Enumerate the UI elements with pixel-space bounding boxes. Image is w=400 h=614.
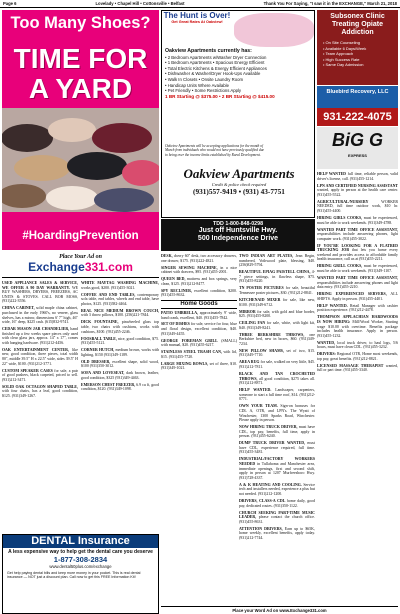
listing-caption: TN POSTER PICTURES: [239, 286, 284, 291]
classified-listing: [81, 281, 159, 290]
classified-listing: [317, 264, 398, 273]
listing-caption: BLACK AND TAN CROCHETED THROWS,: [239, 371, 315, 381]
classified-listing: [161, 322, 237, 336]
features-list: [165, 49, 313, 99]
classified-listing: [317, 244, 398, 262]
listing-text: with 3 throw pillows, $100. (256)221-7844.: [81, 313, 150, 318]
listing-caption: HELP WANTED.: [239, 388, 272, 393]
listing-text: home daily, good pay, dedicated routes. (931)350-1122.: [239, 498, 315, 508]
classified-listing: [2, 281, 78, 304]
page-number: Page 6: [3, 1, 17, 6]
listing-text: responsibilities include answering phones and light data entry. (931)455-2210.: [317, 280, 398, 290]
big-g-ad[interactable]: [317, 127, 398, 169]
classified-column-7: [317, 172, 398, 604]
classified-listing: [317, 341, 398, 350]
listing-caption: CHINA CABINET,: [2, 306, 35, 311]
oakview-logo: [165, 166, 313, 216]
listing-caption: NOW HIRING TRUCK DRIVER,: [239, 425, 298, 430]
listing-text: for sale, walked on very little, $45. (931)212-7811.: [239, 360, 315, 369]
listing-caption: EMERSON CHEST FREEZER,: [81, 382, 136, 387]
listing-text: ALL SHIFTS. Apply in person. (931)455-4401.: [317, 292, 398, 301]
classified-listing: [317, 184, 398, 198]
feature-item: • Handicap Units Where Available: [165, 82, 230, 88]
listing-caption: HELP WANTED: [317, 172, 346, 176]
classified-listing: [317, 352, 398, 361]
classified-listing: [81, 360, 159, 369]
shoe-pile-image: [2, 108, 159, 212]
listing-caption: DRIVERS:: [317, 352, 336, 357]
listing-text: pinwheeled glass top table, two chairs with cushions, works with cushions, $100. (931)455-2246.: [81, 320, 159, 334]
classified-listing: [81, 309, 159, 318]
listing-caption: DRIVERS, CLASS-A CDL: [239, 498, 286, 503]
listing-caption: CHURCH SEEKING PART-TIME MUSIC LEADER,: [239, 510, 315, 520]
edition-line: Thank You For Saying, "I saw it in the EXCHANGE," March 21, 2018: [263, 1, 397, 6]
listing-text: nice, good condition, $75. (931)455-5121.: [81, 336, 159, 346]
listing-caption: OLD DRESSER,: [81, 359, 111, 364]
classified-listing: [161, 289, 237, 298]
classified-listing: [161, 311, 237, 320]
classified-listing: [239, 310, 315, 319]
listing-text: that lets you home every weekend and provides access to affordable family health insurance, call us at (931)455-2211.: [317, 248, 398, 262]
listing-text: Retail Manager with cashier position experience. (931)212-4478.: [317, 303, 398, 313]
listing-text: all good condition, $275 takes all. (931)212-8871.: [239, 376, 315, 386]
listing-caption: HIRING EXPERIENCED SERVERS,: [317, 292, 387, 297]
oakview-name: Oakview Apartments: [183, 166, 295, 181]
listing-caption: TWO INDIAN ART PLATES,: [239, 254, 294, 258]
classified-listing: [239, 372, 315, 386]
hunt-title: The Hunt is Over!: [163, 11, 231, 20]
listing-text: Earn up to $65K, home weekly, excellent benefits, apply today. (931)212-7744.: [239, 526, 315, 540]
listing-text: (SMALL) with manual, $20. (931)455-6217.: [161, 338, 237, 348]
listing-caption: HELP WANTED.: [317, 303, 348, 308]
classified-listing: [81, 320, 159, 334]
oakview-phone[interactable]: (931)557-9419 • (931) 43-7751: [193, 187, 285, 196]
classified-listing: [81, 293, 159, 307]
address-line-1: Just off Huntsville Hwy.: [198, 227, 278, 234]
listing-caption: CUSTOM SPEAKER CASES: [2, 368, 53, 373]
tdd-number: TDD 1-800-848-0298: [212, 221, 264, 227]
listing-text: wanted, apply in person at the health care center. (931)455-5522.: [317, 188, 398, 197]
listing-text: for sale, like new, $100. (931)349-6712.: [239, 297, 315, 307]
listing-caption: GEORGE FOREMAN GRILL: [161, 338, 218, 343]
classified-listing: [317, 292, 398, 301]
subsonex-list: [317, 40, 398, 68]
listing-text: with four chairs, has a leaf, good condition, $125. (931)349-1267.: [2, 389, 78, 399]
oakview-address-bar: [161, 219, 315, 251]
listing-caption: WANTED,: [317, 340, 336, 345]
classified-listing: [239, 457, 315, 480]
ad-headline: Too Many Shoes?: [10, 14, 151, 32]
listing-text: in a nice cabinet with drawers, $95. (931)455-2001.: [161, 265, 237, 275]
listing-text: Mill/Wood Worker, Starting wage $10.00 with overtime. Benefits package includes health insurance. Apply in person. (931)455-1232.: [317, 319, 398, 338]
listing-caption: DESK,: [161, 254, 173, 258]
classified-listing: [2, 306, 78, 324]
feature-item: • Pet Friendly • Some Restrictions Apply: [165, 88, 242, 94]
subsonex-ad[interactable]: [317, 10, 398, 85]
hunt-banner: [162, 11, 232, 47]
listing-caption: FOOSBALL TABLE,: [81, 336, 117, 341]
listing-text: must be experienced, must be able to work weekends. (931)349-4788.: [317, 215, 398, 225]
listing-text: Regional OTR, Home most weekends, top pay, great benefits. (931)212-8821.: [317, 352, 398, 361]
yard-sale-ad[interactable]: [2, 10, 159, 250]
classified-listing: [161, 266, 237, 275]
listing-caption: REAL NICE MEDIUM BROWN COUCH,: [81, 308, 159, 313]
classified-listing: [239, 333, 315, 347]
listing-text: Jean Begin, numbered, Vothwood plate, blessing, $40. (256)829-5794.: [239, 254, 315, 268]
classified-listing: [81, 348, 159, 357]
classified-listing: [239, 441, 315, 455]
classified-listing: [317, 216, 398, 225]
rent-price: 1 BR Starting @ $375.00 • 2 BR Starting @ $415.00: [165, 93, 275, 99]
classified-listing: [81, 383, 159, 392]
listing-text: for sale, white, with light kit, $40. (931)349-8241.: [239, 321, 315, 330]
listing-text: contemporary sofa table, end tables, wheels and end table, have photos, $125. (931)582-4464.: [81, 292, 159, 306]
big-g-sub: EXPRESS: [348, 153, 367, 158]
place-ad-banner[interactable]: [2, 250, 159, 278]
listing-text: full time, reliable person, valid driver's license, call. (931)455-1214.: [317, 172, 398, 181]
listing-caption: ATTENTION DRIVERS,: [239, 526, 283, 531]
listing-caption: SOFA AND LOVESEAT,: [81, 371, 125, 376]
classified-listing: [239, 483, 315, 497]
listing-text: set of two, $15. (931)349-7710.: [239, 348, 315, 358]
feature-item: • 1 Bedroom Apartments • Spacious Energy Efficient: [165, 60, 265, 66]
listing-caption: INDUSTRIAL/FACTORY WORKERS NEEDED: [239, 457, 315, 467]
listing-text: WE BUY WASHERS, DRYERS, FREEZERS, AC UNITS & STOVES. CALL BOB MOSS, (931)222-3556.: [2, 285, 78, 304]
listing-caption: WANTED PART TIME OFFICE ASSISTANT,: [317, 276, 398, 281]
easter-egg-image: [234, 13, 314, 47]
listing-caption: WANTED PART TIME OFFICE ASSISTANT,: [317, 227, 398, 232]
classified-listing: [81, 371, 159, 380]
classified-listing: [317, 172, 398, 181]
classified-listing: [317, 200, 398, 214]
listing-text: must be experienced, must be able to work weekends. (931)349-1107.: [317, 264, 398, 274]
bluebird-provider: Bluebird Recovery, LLC: [317, 86, 398, 108]
dental-title: DENTAL Insurance: [3, 535, 158, 548]
listing-text: cherry 60" desk, two accessory drawers, one drawer, $175. (931)222-4821.: [161, 254, 237, 263]
section-heading: Home Goods: [161, 300, 237, 309]
listing-text: for sale, a pair of good pushers, black carpeted, priced to sell. (931)212-3471.: [2, 368, 78, 382]
listing-caption: KITCHENAID MIXER: [239, 297, 281, 302]
listing-text: set of three, $10. (931)349-1021.: [161, 361, 237, 371]
classified-listing: [317, 276, 398, 290]
listing-text: Service tech and installers needed, experience a plus but not needed. (931)212-1200.: [239, 482, 315, 496]
classified-listing: [239, 321, 315, 330]
listing-text: WORKER NEEDED, full time outdoor work, $10 hr. (931)455-4400.: [317, 199, 398, 213]
subsonex-item: • Team Approach: [323, 51, 354, 56]
listing-caption: AGRICULTURAL/NURSERY: [317, 199, 369, 204]
classified-listing: [239, 388, 315, 402]
listing-text: must have CDL, top pay, benefits, full time, apply in person. (931)455-6240.: [239, 425, 315, 439]
page-footer[interactable]: Place your Word Ad on www.Exchange331.com: [161, 606, 398, 614]
listing-caption: DUMP TRUCK DRIVER WANTED,: [239, 441, 305, 446]
listing-caption: STAINLESS STEEL TRASH CAN,: [161, 350, 222, 355]
hunt-subtitle: Get Great Rates At Oakview!: [171, 20, 223, 24]
oakview-note: Oakview Apartments will be accepting applications for the month of March from individuals who would not have previously qualified due to being over the income limits established by Rural Development.: [165, 144, 265, 157]
classified-listing: [2, 385, 78, 399]
address-line-2: 500 Independence Drive: [197, 235, 279, 242]
feature-item: • Walk In Closets • Onsite Laundry Room: [165, 76, 244, 82]
listing-caption: DICK FOUNTAINE,: [81, 320, 119, 325]
classified-listing: [161, 339, 237, 348]
classified-listing: [239, 349, 315, 358]
listing-caption: LARGE MIXING BOWLS,: [161, 361, 209, 366]
listing-text: excellent condition, $200. (931)455-8632.: [161, 288, 237, 298]
classified-listing: [2, 348, 78, 366]
subsonex-item: • High Success Rate: [323, 56, 360, 62]
classified-column-1: [2, 281, 78, 533]
classified-column-3: [161, 254, 237, 604]
listing-caption: COFFEE AND END TABLES,: [81, 292, 136, 297]
classified-listing: [317, 364, 398, 373]
listing-text: in Tullahoma and Manchester area, immediate openings, first and second shift, apply in person at 1207 Murfreesboro Hwy. (931)728-4337.: [239, 462, 315, 480]
listing-caption: HIRING GIRLS COOKS,: [317, 215, 363, 220]
listing-caption: QUEEN BED,: [161, 277, 186, 282]
listing-text: medium brown, works with lighting, $150 (931)349-1189.: [81, 348, 159, 357]
classified-listing: [161, 254, 237, 263]
ad-main-text: TIME FOR A YARD: [13, 43, 148, 104]
classified-listing: [239, 511, 315, 525]
dental-phone[interactable]: 1-877-308-2834: [53, 555, 108, 564]
listing-caption: WHITE MAYTAG WASHING MACHINE,: [81, 281, 159, 285]
listing-caption: LPN AND CERTIFIED NURSING ASSISTANT: [317, 183, 398, 188]
dental-subtitle: A less expensive way to help get the dental care you deserve: [8, 549, 153, 555]
classified-listing: [239, 404, 315, 422]
listing-text: for sale, with gold and blue border, $25. (931)455-8200.: [239, 309, 315, 319]
subsonex-item: • Same Day Admission: [323, 62, 364, 67]
classified-listing: [161, 277, 237, 286]
listing-caption: NEW PILLOW SHAMS,: [239, 348, 284, 353]
dental-body: Get help paying dental bills and keep more money in your pocket. This is real dental insurance — NOT just a discount plan. Call now to get this FREE Information Kit!: [7, 571, 141, 580]
classified-listing: [161, 350, 237, 359]
listing-caption: IF YOU'RE LOOKING FOR A FLATBED TRUCKING JOB: [317, 243, 398, 253]
oakview-ad[interactable]: [161, 10, 315, 218]
oakview-credit-note: Credit & police check required: [211, 182, 267, 187]
listing-text: 4-7 piece settings, in flawless shape, $75. (931)455-8220.: [239, 270, 315, 284]
classified-column-4: [239, 254, 315, 604]
classified-listing: [2, 327, 78, 345]
listing-caption: CEILING FAN: [239, 321, 266, 326]
classified-column-2: [81, 281, 159, 533]
feature-item: • Total Electric Kitchens & Energy Efficient Appliances: [165, 65, 267, 71]
listing-text: Landscaper, carpenters, someone to start a full time roof, $14. (931)212-0771.: [239, 388, 315, 402]
dental-website[interactable]: www.dental50plus.com/exchange: [49, 564, 112, 569]
listing-text: 6.9 cu ft, good condition, $120. (931)349-1098.: [81, 382, 159, 392]
listing-caption: CORNER HUTCH,: [81, 348, 115, 353]
paper-name: Lovelady • Chapel Hill • Cottonsville • Belfast: [95, 1, 185, 6]
listing-caption: MIRROR: [239, 309, 256, 314]
dental-insurance-ad[interactable]: [2, 534, 159, 614]
listing-caption: AREA RUG: [239, 360, 260, 365]
listing-caption: THREE BERKSHIRE THROWS,: [239, 332, 305, 337]
listing-caption: HIRING GRILL COOKS,: [317, 264, 363, 269]
subsonex-item: • On Site Counseling: [323, 40, 360, 45]
classified-listing: [239, 254, 315, 268]
listing-text: dark brown, leather, good condition, $325 (931)349-4463.: [81, 371, 159, 380]
page-header: [0, 0, 400, 8]
listing-text: for sale, service for four, blue and floral design, excellent condition, $40. (931)349-4455.: [161, 322, 237, 336]
listing-text: with lid, $15. (931)455-7720.: [161, 350, 237, 359]
exchange-logo: Exchange331.com: [28, 260, 133, 274]
listing-text: local truck driver, to haul logs, 5/6 hours, must have clean CDL. (931)455-3232.: [317, 340, 398, 350]
classified-listing: [161, 362, 237, 371]
listing-caption: SPY RECLINER,: [161, 288, 192, 293]
listing-caption: OWN YOUR TEAM.: [239, 404, 278, 409]
classified-listing: [239, 298, 315, 307]
features-title: Oakview Apartments currently has:: [165, 48, 252, 54]
listing-caption: THOMPSON APPLACHIAN HARDWOODS IS NOW HIRING:: [317, 315, 398, 324]
listing-text: for sale, beautiful Tennessee poster pictures, $30. (931)212-8841.: [239, 286, 315, 295]
listing-text: works good, $200. (931)455-3021.: [81, 285, 136, 290]
listing-caption: SOLID OAK OCTAGON SHAPED TABLE,: [2, 384, 78, 389]
listing-text: please contact the church office. (931)455-8631.: [239, 515, 315, 524]
subsonex-item: • Available 6 Days/Week: [323, 45, 367, 51]
listing-text: must have CDL, experience required, full time. (931)455-3481.: [239, 441, 315, 455]
listing-text: like new, good condition, three pieces, total width 80", middle 39.5" H x 22.5" wide, sides 39.5" H 22" wide, $100. (931)212-3771.: [2, 347, 78, 366]
big-g-logo: BiG G: [331, 130, 383, 150]
classified-listing: [239, 425, 315, 439]
listing-caption: LICENSED MASSAGE THERAPIST: [317, 363, 384, 368]
ad-hashtag: #HoardingPrevention: [22, 230, 139, 242]
classified-listing: [239, 270, 315, 284]
listing-caption: SET OF DISHES: [161, 322, 190, 327]
classified-listing: [317, 304, 398, 313]
listing-text: approximately 9' wide, hand crank, excellent, $40. (931)455-7842.: [161, 310, 237, 320]
listing-text: Sign-on bonuses for CDL A, OTR, and LPN's. The Wyatt of Winchester, 1300 Sparks Road, Winchester. Please apply in person.: [239, 404, 315, 423]
classified-listing: [317, 228, 398, 242]
classified-listing: [239, 286, 315, 295]
listing-text: wanted, full or part time. (931)455-3340.: [317, 363, 398, 373]
listing-text: responsibilities include answering phones, light computer work. (931)455-3022.: [317, 232, 398, 241]
feature-item: • 2 Bedroom Apartments w/Washer Dryer Connection: [165, 54, 267, 60]
listing-text: mattress and box springs, very clean, $125. (931)212-8477.: [161, 277, 237, 286]
subsonex-title: Subsonex Clinic Treating Opiate Addiction: [330, 13, 385, 36]
classified-listing: [2, 369, 78, 383]
listing-caption: BEAUTIFUL EPIAG PAISTELL CHINA,: [239, 270, 311, 275]
listing-caption: OAK ENTERTAINMENT CENTER,: [2, 347, 69, 352]
classified-listing: [239, 360, 315, 369]
feature-item: • Dishwasher & Washer/Dryer Hook-Ups Available: [165, 71, 261, 77]
listing-text: hand finished up a few weeks spare pieces only used with clear glass jars, approx. 14" x 17", comes with hanging hardware. (931)212-4456.: [2, 327, 78, 345]
listing-caption: SINGER SEWING MACHINE,: [161, 265, 218, 270]
classified-listing: [317, 315, 398, 338]
listing-caption: USED APPLIANCE SALES & SERVICE, WE OFFER A 90 DAY WARRANTY.: [2, 281, 78, 290]
classified-listing: [81, 337, 159, 346]
classified-listing: [239, 499, 315, 508]
listing-caption: A & K HEATING AND COOLING.: [239, 482, 302, 487]
listing-caption: PATIO UMBRELLA,: [161, 310, 198, 315]
place-ad-label: Place Your Ad on: [59, 254, 102, 260]
listing-text: solid maple china cabinet, purchased in the early 1960's, no veneer, glass shelves, has a mirror, dimensions 6' 7" high, 46" wide, 16" deep, $225 cash. (615)832-9741.: [2, 306, 78, 325]
listing-text: one Berkshire bed, new in boxes, $60. (931)349-7234.: [239, 332, 315, 346]
subsonex-phone[interactable]: 931-222-4075: [317, 108, 398, 126]
classified-listing: [239, 527, 315, 541]
listing-caption: CEDAR MASON JAR CHANDELIER,: [2, 327, 70, 332]
listing-text: excellent shape, solid wood, $100 (931)350-3012.: [81, 359, 159, 369]
